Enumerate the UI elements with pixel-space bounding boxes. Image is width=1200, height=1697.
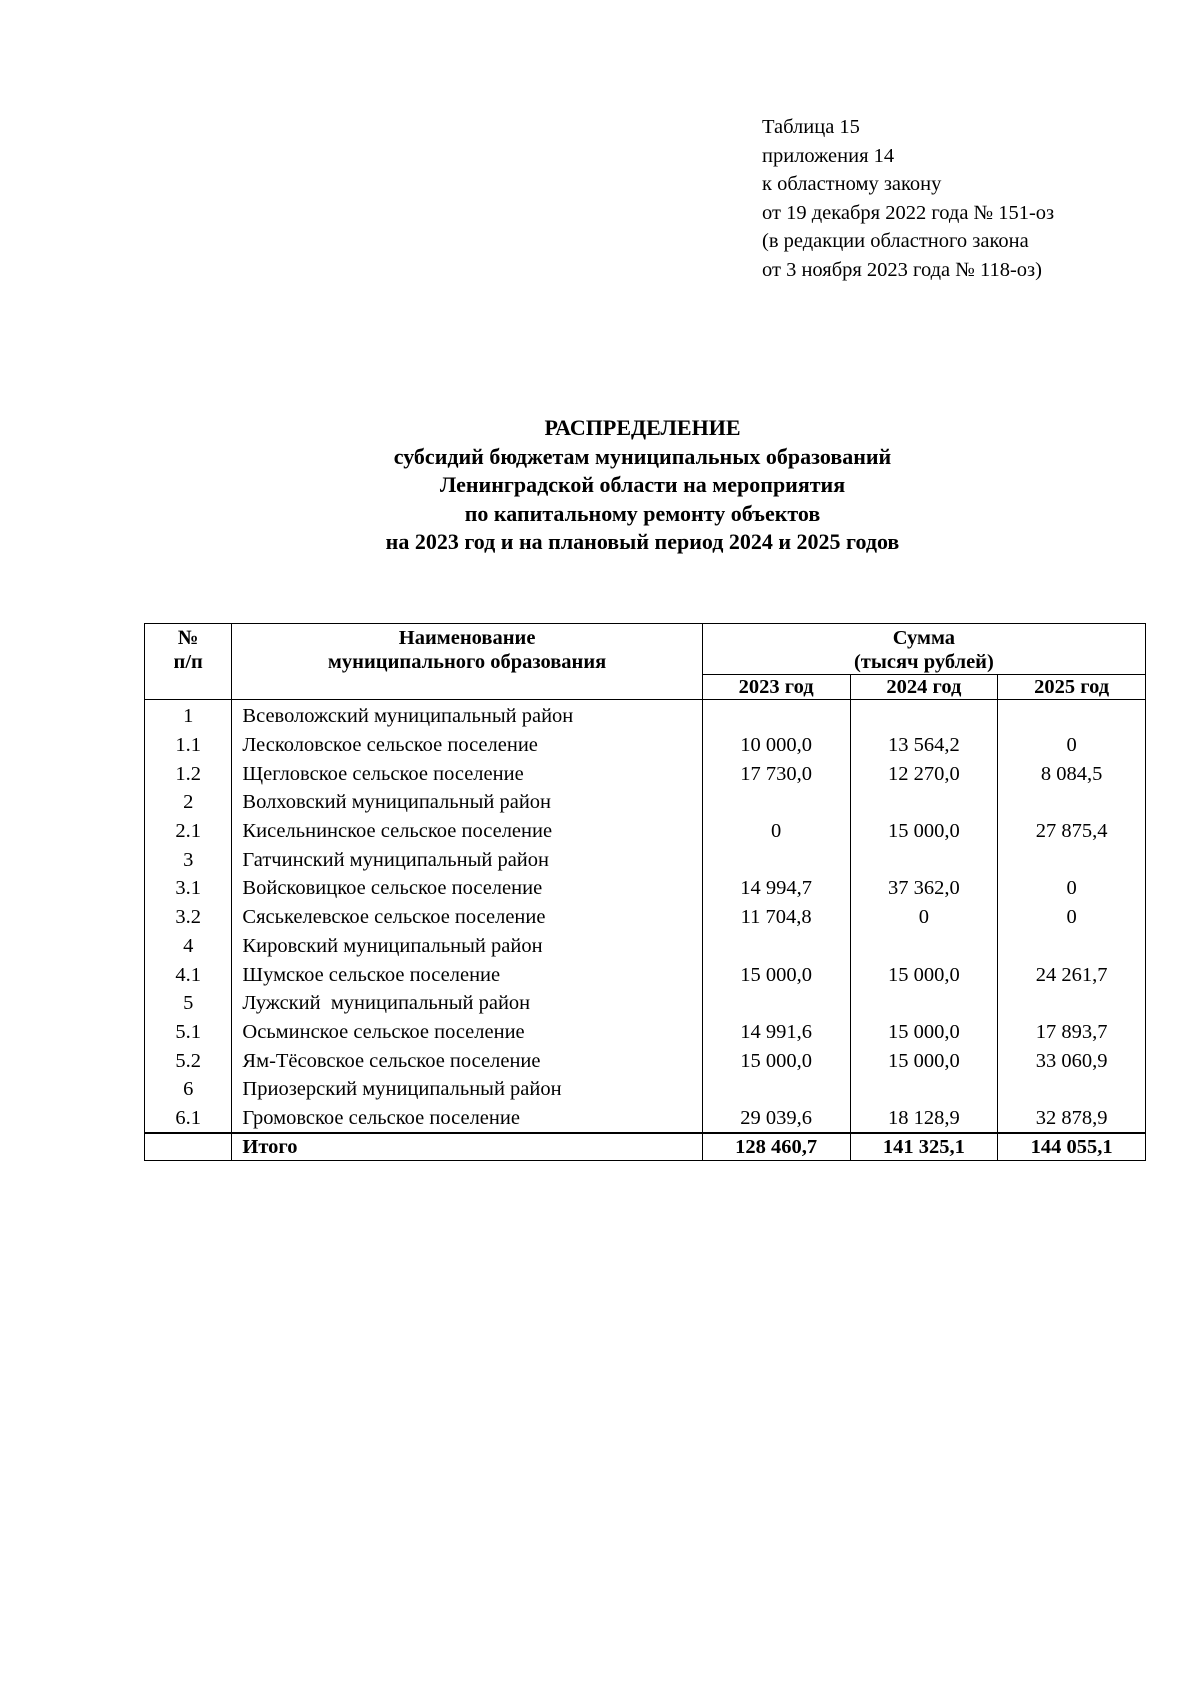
table-row — [145, 989, 1146, 1018]
row-number: 2 — [145, 788, 232, 817]
header-name: Наименование муниципального образования — [232, 624, 702, 700]
table-row — [145, 903, 1146, 932]
note-line: к областному закону — [762, 173, 942, 196]
row-number: 5.2 — [145, 1046, 232, 1075]
row-number: 4 — [145, 932, 232, 961]
document-title — [0, 414, 1200, 557]
table-row — [145, 932, 1146, 961]
row-name: Громовское сельское поселение — [232, 1104, 702, 1134]
total-row — [145, 1133, 1146, 1161]
row-value-2025: 17 893,7 — [998, 1018, 1146, 1047]
row-value-2023: 11 704,8 — [702, 903, 850, 932]
row-number: 5.1 — [145, 1018, 232, 1047]
header-number: № п/п — [145, 624, 232, 700]
row-value-2025: 0 — [998, 874, 1146, 903]
row-value-2023: 17 730,0 — [702, 759, 850, 788]
row-value-2024 — [850, 700, 998, 731]
row-value-2025: 0 — [998, 903, 1146, 932]
row-value-2025: 32 878,9 — [998, 1104, 1146, 1134]
row-value-2024 — [850, 989, 998, 1018]
row-number: 5 — [145, 989, 232, 1018]
title-line: по капитальному ремонту объектов — [464, 500, 821, 526]
title-line: Ленинградской области на мероприятия — [439, 472, 846, 497]
row-value-2023: 15 000,0 — [702, 960, 850, 989]
distribution-table — [144, 623, 1146, 1161]
row-name: Приозерский муниципальный район — [232, 1075, 702, 1104]
table-row — [145, 1075, 1146, 1104]
row-name: Осьминское сельское поселение — [232, 1018, 702, 1047]
row-number: 3 — [145, 845, 232, 874]
row-value-2023: 10 000,0 — [702, 731, 850, 760]
row-name: Щегловское сельское поселение — [232, 759, 702, 788]
row-value-2025: 24 261,7 — [998, 960, 1146, 989]
row-value-2023: 14 991,6 — [702, 1018, 850, 1047]
header-year-2025: 2025 год — [998, 675, 1146, 700]
row-value-2023 — [702, 932, 850, 961]
table-row — [145, 1104, 1146, 1134]
total-number-cell — [145, 1133, 232, 1161]
table-row — [145, 788, 1146, 817]
row-value-2024 — [850, 788, 998, 817]
row-name: Лесколовское сельское поселение — [232, 731, 702, 760]
row-name: Волховский муниципальный район — [232, 788, 702, 817]
row-value-2025: 8 084,5 — [998, 759, 1146, 788]
row-value-2023 — [702, 989, 850, 1018]
header-sum: Сумма (тысяч рублей) — [702, 624, 1145, 675]
row-value-2024 — [850, 1075, 998, 1104]
total-2024: 141 325,1 — [850, 1133, 998, 1161]
row-number: 4.1 — [145, 960, 232, 989]
table-row — [145, 960, 1146, 989]
row-value-2025: 0 — [998, 731, 1146, 760]
row-name: Войсковицкое сельское поселение — [232, 874, 702, 903]
row-value-2024: 12 270,0 — [850, 759, 998, 788]
title-line: РАСПРЕДЕЛЕНИЕ — [544, 415, 741, 440]
table-reference-note — [762, 113, 1054, 285]
row-value-2025: 33 060,9 — [998, 1046, 1146, 1075]
row-value-2024: 15 000,0 — [850, 817, 998, 846]
table-row — [145, 817, 1146, 846]
note-line: (в редакции областного закона — [762, 230, 1029, 253]
row-value-2024: 0 — [850, 903, 998, 932]
row-value-2023: 29 039,6 — [702, 1104, 850, 1134]
row-value-2025 — [998, 989, 1146, 1018]
row-number: 1.1 — [145, 731, 232, 760]
table-row — [145, 759, 1146, 788]
row-number: 1.2 — [145, 759, 232, 788]
table-row — [145, 700, 1146, 731]
row-value-2024: 15 000,0 — [850, 960, 998, 989]
row-number: 6 — [145, 1075, 232, 1104]
total-label: Итого — [232, 1133, 702, 1161]
header-year-2023: 2023 год — [702, 675, 850, 700]
row-value-2024: 15 000,0 — [850, 1018, 998, 1047]
row-value-2024: 15 000,0 — [850, 1046, 998, 1075]
row-value-2024: 18 128,9 — [850, 1104, 998, 1134]
row-value-2023 — [702, 1075, 850, 1104]
row-number: 3.1 — [145, 874, 232, 903]
table-row — [145, 1046, 1146, 1075]
table-row — [145, 874, 1146, 903]
row-value-2025 — [998, 932, 1146, 961]
table-row — [145, 845, 1146, 874]
row-name: Гатчинский муниципальный район — [232, 845, 702, 874]
row-value-2023 — [702, 700, 850, 731]
row-number: 6.1 — [145, 1104, 232, 1134]
total-2023: 128 460,7 — [702, 1133, 850, 1161]
row-value-2025: 27 875,4 — [998, 817, 1146, 846]
row-number: 3.2 — [145, 903, 232, 932]
row-value-2025 — [998, 845, 1146, 874]
row-value-2025 — [998, 788, 1146, 817]
note-line: приложения 14 — [762, 144, 895, 167]
row-name: Шумское сельское поселение — [232, 960, 702, 989]
row-name: Кисельнинское сельское поселение — [232, 817, 702, 846]
row-value-2023: 14 994,7 — [702, 874, 850, 903]
title-line: субсидий бюджетам муниципальных образований — [393, 443, 892, 469]
header-year-2024: 2024 год — [850, 675, 998, 700]
row-name: Лужский муниципальный район — [232, 989, 702, 1018]
row-name: Сяськелевское сельское поселение — [232, 903, 702, 932]
row-name: Ям-Тёсовское сельское поселение — [232, 1046, 702, 1075]
row-value-2023: 0 — [702, 817, 850, 846]
row-number: 1 — [145, 700, 232, 731]
table-row — [145, 1018, 1146, 1047]
row-name: Кировский муниципальный район — [232, 932, 702, 961]
row-number: 2.1 — [145, 817, 232, 846]
note-line: от 19 декабря 2022 года № 151-оз — [762, 201, 1055, 224]
total-2025: 144 055,1 — [998, 1133, 1146, 1161]
title-line: на 2023 год и на плановый период 2024 и 2025 годов — [385, 529, 900, 554]
table-row — [145, 731, 1146, 760]
row-value-2024 — [850, 932, 998, 961]
row-value-2025 — [998, 1075, 1146, 1104]
row-value-2024: 37 362,0 — [850, 874, 998, 903]
row-value-2023 — [702, 845, 850, 874]
note-line: Таблица 15 — [762, 116, 860, 138]
row-name: Всеволожский муниципальный район — [232, 700, 702, 731]
row-value-2025 — [998, 700, 1146, 731]
row-value-2024: 13 564,2 — [850, 731, 998, 760]
note-line: от 3 ноября 2023 года № 118-оз) — [762, 258, 1042, 281]
row-value-2024 — [850, 845, 998, 874]
row-value-2023: 15 000,0 — [702, 1046, 850, 1075]
row-value-2023 — [702, 788, 850, 817]
